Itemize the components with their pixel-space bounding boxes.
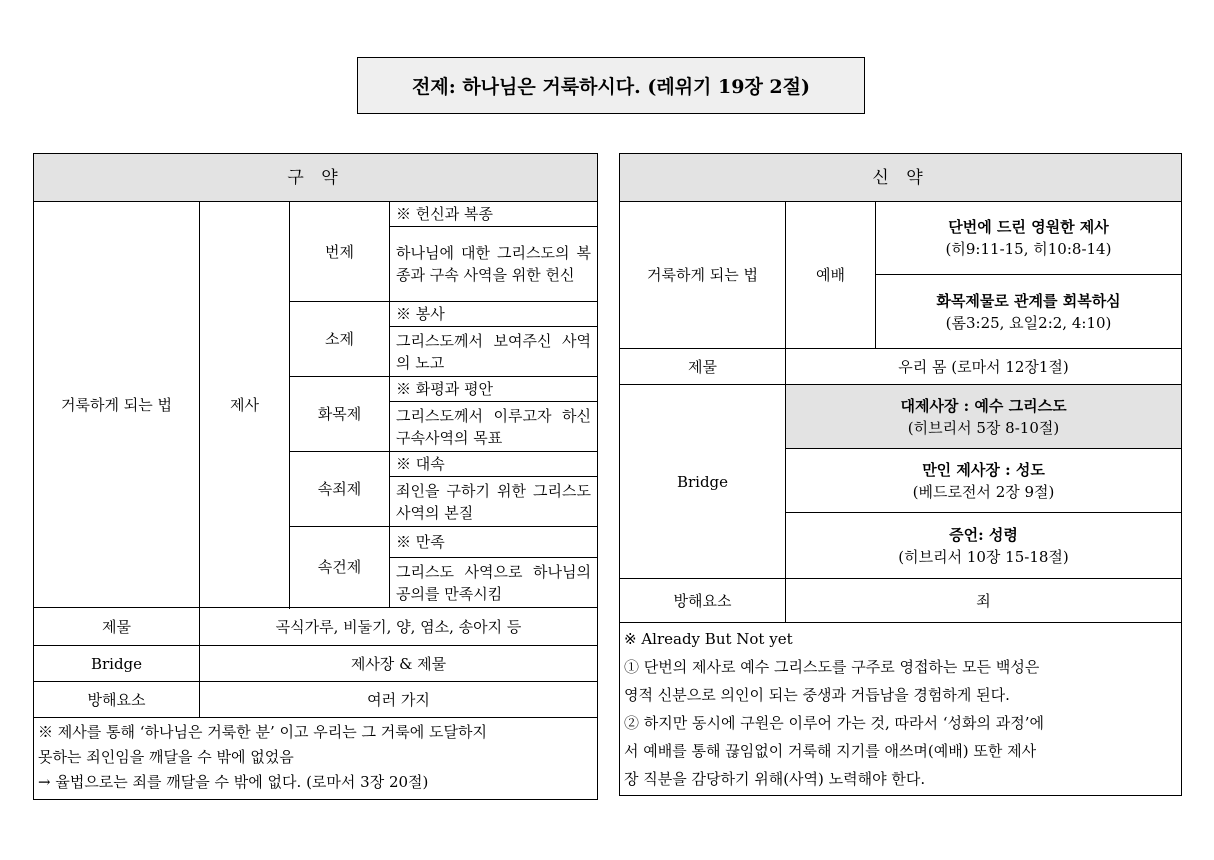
note-line: ※ Already But Not yet [624,630,793,648]
new-testament-table [619,153,1182,796]
page-title: 전제: 하나님은 거룩하시다. (레위기 19장 2절) [357,57,865,114]
obstacle-label: 방해요소 [34,682,200,718]
sacrifice-label: 제물 [34,608,200,646]
offering-subtitle: ※ 헌신과 복종 [390,202,598,227]
offering-desc: 그리스도께서 이루고자 하신 구속사역의 목표 [390,402,598,452]
bridge-item-ref: (히브리서 10장 15-18절) [898,547,1069,566]
new-testament-note [620,623,1182,796]
bridge-item-title: 만인 제사장 : 성도 [922,460,1045,479]
offering-name: 속죄제 [290,452,390,527]
note-line: 서 예배를 통해 끊임없이 거룩해 지기를 애쓰며(예배) 또한 제사 [624,742,1037,760]
offering-subtitle: ※ 봉사 [390,302,598,327]
bridge-value: 제사장 & 제물 [200,646,598,682]
offering-name: 소제 [290,302,390,377]
obstacle-value: 여러 가지 [200,682,598,718]
old-testament-header: 구 약 [34,154,598,202]
worship-item-ref: (롬3:25, 요일2:2, 4:10) [945,313,1112,332]
offering-desc: 죄인을 구하기 위한 그리스도 사역의 본질 [390,477,598,527]
bridge-item [786,385,1182,449]
bridge-item-ref: (히브리서 5장 8-10절) [907,418,1060,437]
offering-name: 번제 [290,202,390,302]
bridge-label: Bridge [620,385,786,579]
offering-subtitle: ※ 화평과 평안 [390,377,598,402]
note-line: ② 하지만 동시에 구원은 이루어 가는 것, 따라서 ‘성화의 과정’에 [624,714,1044,732]
bridge-item [786,513,1182,579]
bridge-item-title: 대제사장 : 예수 그리스도 [900,396,1067,415]
obstacle-label: 방해요소 [620,579,786,623]
sacrifice-value: 곡식가루, 비둘기, 양, 염소, 송아지 등 [200,608,598,646]
sanctification-label: 거룩하게 되는 법 [620,202,786,349]
note-line: ① 단번의 제사로 예수 그리스도를 구주로 영접하는 모든 백성은 [624,658,1040,676]
offering-desc: 그리스도 사역으로 하나님의 공의를 만족시킴 [390,558,598,608]
note-line: 장 직분을 감당하기 위해(사역) 노력해야 한다. [624,770,926,788]
offering-desc: 그리스도께서 보여주신 사역의 노고 [390,327,598,377]
worship-item [876,275,1182,349]
worship-item-ref: (히9:11-15, 히10:8-14) [945,240,1112,258]
category-label: 예배 [786,202,876,349]
offering-subtitle: ※ 대속 [390,452,598,477]
category-label: 제사 [200,202,290,608]
offering-desc: 하나님에 대한 그리스도의 복종과 구속 사역을 위한 헌신 [390,227,598,302]
note-line: 못하는 죄인임을 깨달을 수 밖에 없었음 [38,748,294,766]
offering-subtitle: ※ 만족 [390,527,598,558]
worship-item [876,202,1182,275]
sacrifice-label: 제물 [620,349,786,385]
obstacle-value: 죄 [786,579,1182,623]
bridge-item-title: 증언: 성령 [949,525,1018,544]
note-line: 영적 신분으로 의인이 되는 중생과 거듭남을 경험하게 된다. [624,686,1010,704]
old-testament-table [33,153,598,800]
note-line: ※ 제사를 통해 ‘하나님은 거룩한 분’ 이고 우리는 그 거룩에 도달하지 [38,723,487,741]
bridge-item-ref: (베드로전서 2장 9절) [912,482,1055,501]
offering-name: 속건제 [290,527,390,608]
bridge-item [786,449,1182,513]
offering-name: 화목제 [290,377,390,452]
sanctification-label: 거룩하게 되는 법 [34,202,200,608]
old-testament-note [34,718,598,800]
worship-item-title: 화목제물로 관계를 회복하심 [936,291,1121,310]
new-testament-header: 신 약 [620,154,1182,202]
sacrifice-value: 우리 몸 (로마서 12장1절) [786,349,1182,385]
bridge-label: Bridge [34,646,200,682]
note-line: → 율법으로는 죄를 깨달을 수 밖에 없다. (로마서 3장 20절) [38,773,429,791]
worship-item-title: 단번에 드린 영원한 제사 [948,218,1109,236]
